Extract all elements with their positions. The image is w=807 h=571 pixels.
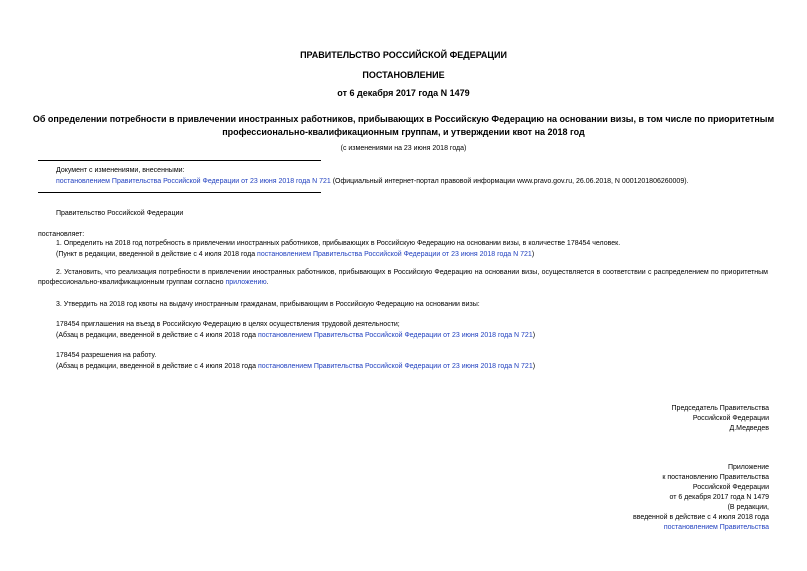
paragraph-1: 1. Определить на 2018 год потребность в привлечении иностранных работников, прибывающих в Российскую Федерацию на основании визы, в количестве 178454 человек. (56, 240, 621, 247)
quota-invitations: 178454 приглашения на въезд в Российскую Федерацию в целях осуществления трудовой деятельности; (56, 321, 400, 328)
changes-line (56, 177, 689, 187)
paragraph-1-note: (Пункт в редакции, введенной в действие с 4 июля 2018 года постановлением Правительства Российской Федерации от 23 июня 2018 года N 721) (56, 251, 535, 258)
quota-invitations-note: (Абзац в редакции, введенной в действие с 4 июля 2018 года постановлением Правительства Российской Федерации от 23 июня 2018 года N 721) (56, 332, 536, 339)
quota-permits-note-link[interactable]: постановлением Правительства Российской Федерации от 23 июня 2018 года N 721 (257, 363, 533, 370)
bottom-divider (38, 192, 321, 193)
document-type-heading: ПОСТАНОВЛЕНИЕ (362, 70, 445, 80)
quota-permits: 178454 разрешения на работу. (56, 352, 157, 359)
appendix-link-line[interactable]: постановлением Правительства (663, 524, 769, 531)
signature-position-line2: Российской Федерации (692, 415, 769, 422)
revision-note: (с изменениями на 23 июня 2018 года) (340, 145, 467, 152)
changes-tail: (Официальный интернет-портал правовой информации www.pravo.gov.ru, 26.06.2018, N 0001201806260009). (330, 178, 689, 185)
appendix-line-6: введенной в действие с 4 июля 2018 года (632, 514, 769, 521)
amendment-link[interactable]: постановлением Правительства Российской Федерации от 23 июня 2018 года N 721 (56, 178, 331, 185)
decrees-text: постановляет: (38, 231, 85, 238)
appendix-line-2: к постановлению Правительства (662, 474, 769, 481)
paragraph-3: 3. Утвердить на 2018 год квоты на выдачу иностранным гражданам, прибывающим в Российскую Федерацию на основании визы: (56, 301, 480, 308)
issuer-text: Правительство Российской Федерации (56, 210, 184, 217)
date-number-heading: от 6 декабря 2017 года N 1479 (337, 88, 470, 98)
appendix-line-3: Российской Федерации (692, 484, 769, 491)
document-title: Об определении потребности в привлечении иностранных работников, прибывающих в Российскую Федерацию на основании визы, в том числе по приоритетным профессионально-квалификационным группам, и утверждении квот на 2018 год (32, 114, 775, 137)
paragraph-1-note-link[interactable]: постановлением Правительства Российской Федерации от 23 июня 2018 года N 721 (257, 251, 532, 258)
top-divider (38, 160, 321, 161)
paragraph-2: 2. Установить, что реализация потребности в привлечении иностранных работников, прибывающих в Российскую Федерацию на основании визы, осуществляется в соответствии с распределением по приоритетным профессионально-квалификационным группам согласно приложению. (38, 269, 768, 286)
appendix-line-1: Приложение (727, 464, 769, 471)
quota-permits-note: (Абзац в редакции, введенной в действие с 4 июля 2018 года постановлением Правительства Российской Федерации от 23 июня 2018 года N 721) (56, 363, 536, 370)
government-heading: ПРАВИТЕЛЬСТВО РОССИЙСКОЙ ФЕДЕРАЦИИ (300, 50, 507, 60)
quota-invitations-note-link[interactable]: постановлением Правительства Российской Федерации от 23 июня 2018 года N 721 (257, 332, 533, 339)
changes-intro: Документ с изменениями, внесенными: (56, 167, 185, 174)
signature-name: Д.Медведев (729, 425, 769, 432)
appendix-line-5: (В редакции, (727, 504, 769, 511)
signature-position-line1: Председатель Правительства (671, 405, 769, 412)
appendix-line-4: от 6 декабря 2017 года N 1479 (669, 494, 769, 501)
appendix-link[interactable]: приложению (225, 279, 267, 286)
